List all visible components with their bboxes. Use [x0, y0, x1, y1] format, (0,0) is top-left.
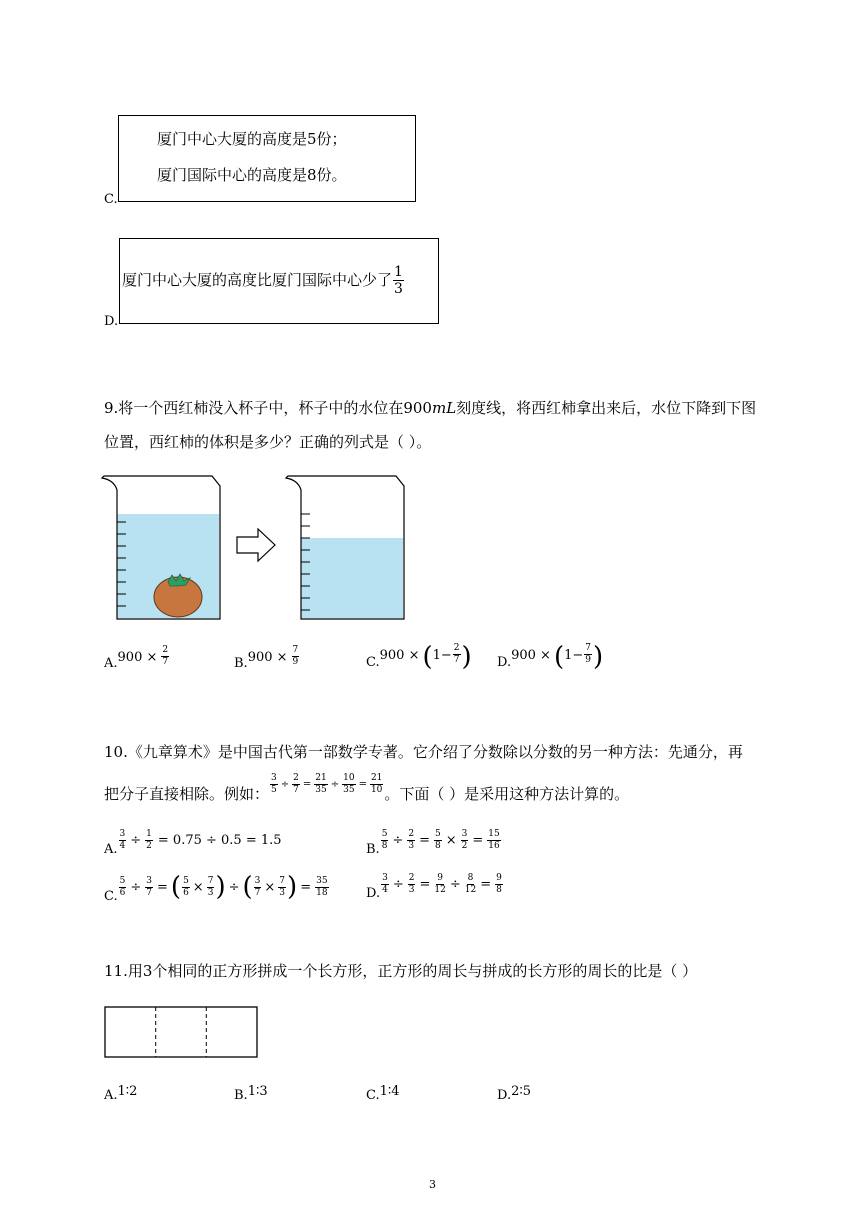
- fraction-denominator: 6: [119, 887, 126, 898]
- fraction-numerator: 9: [496, 873, 502, 883]
- option-label: D.: [366, 886, 381, 901]
- fraction-numerator: 3: [119, 829, 126, 839]
- paren-open: (: [553, 642, 565, 672]
- option-label: A.: [104, 842, 118, 857]
- fraction: [370, 774, 383, 795]
- option-expr: [118, 874, 330, 900]
- outer-rectangle: [105, 1007, 257, 1057]
- fraction-numerator: 3: [146, 875, 152, 886]
- paren-close: ): [287, 872, 298, 902]
- q10-question-line2: [104, 774, 629, 805]
- fraction-numerator: 5: [119, 875, 126, 886]
- option-label: C.: [366, 1088, 380, 1103]
- q9-question-line2: 位置，西红柿的体积是多少？正确的列式是（ ）。: [104, 433, 432, 451]
- option-label: A.: [104, 656, 118, 671]
- fraction-numerator: 5: [434, 829, 441, 839]
- fraction-denominator: 8: [496, 885, 502, 895]
- q11-option-b[interactable]: [234, 1084, 268, 1103]
- option-one-minus: 1−: [432, 648, 452, 663]
- q11-option-c[interactable]: [366, 1084, 400, 1103]
- q10-text-a: 把分子直接相除。例如：: [104, 785, 270, 803]
- fraction-numerator: 7: [292, 645, 299, 655]
- operator: =: [302, 779, 312, 790]
- fraction-denominator: 2: [461, 841, 468, 851]
- fraction-denominator: 4: [119, 841, 126, 851]
- q8-option-d-label[interactable]: D.: [104, 314, 119, 329]
- fraction: [434, 830, 442, 851]
- q11-text-a: 11.用: [104, 962, 143, 980]
- beaker-right: [286, 476, 404, 619]
- fraction: [381, 830, 389, 851]
- paren-close: ): [461, 642, 472, 672]
- option-expr: 900 ×: [511, 648, 551, 663]
- fraction-numerator: 2: [162, 645, 169, 655]
- option-fraction: [161, 646, 169, 667]
- fraction-numerator: 2: [408, 829, 415, 839]
- fraction-denominator: 7: [146, 887, 152, 898]
- q8-option-d-text: [122, 265, 405, 296]
- fraction-numerator: 10: [343, 773, 355, 783]
- fraction-numerator: 3: [382, 873, 388, 883]
- fraction: [314, 774, 327, 795]
- operator: ×: [192, 879, 204, 895]
- option-label: B.: [366, 842, 380, 857]
- fraction-denominator: 9: [292, 657, 299, 667]
- fraction: [119, 877, 127, 898]
- fraction-numerator: 3: [271, 773, 277, 783]
- option-label: C.: [366, 655, 380, 670]
- option-fraction: [453, 644, 461, 665]
- fraction: [182, 877, 190, 898]
- fraction-numerator: 21: [370, 773, 383, 783]
- fraction-numerator: 9: [437, 873, 443, 883]
- option-expr: 900 ×: [247, 650, 288, 665]
- q11-option-d[interactable]: [497, 1084, 531, 1103]
- fraction: [465, 874, 476, 895]
- operator: ÷: [330, 779, 340, 790]
- q8-option-c-line1: 厦门中心大厦的高度是5份；: [157, 130, 347, 148]
- fraction-denominator: 5: [271, 785, 277, 795]
- operator: ×: [445, 833, 457, 848]
- option-expr: [380, 830, 502, 851]
- fraction-numerator: 3: [461, 829, 468, 839]
- q10-example-expr: [269, 774, 384, 795]
- option-fraction: [584, 644, 592, 665]
- option-rest: = 0.75 ÷ 0.5 = 1.5: [157, 833, 282, 848]
- q8-option-c-line2: 厦门国际中心的高度是8份。: [157, 166, 347, 184]
- fraction: [381, 874, 389, 895]
- fraction-denominator: 12: [434, 885, 446, 895]
- q10-option-b[interactable]: [366, 830, 502, 857]
- option-fraction: [292, 646, 300, 667]
- fraction-numerator: 5: [381, 829, 388, 839]
- q9-option-b[interactable]: [234, 646, 300, 671]
- fraction-denominator: 3: [408, 885, 415, 895]
- page-number: 3: [429, 1178, 436, 1191]
- fraction-numerator: 1: [394, 264, 403, 280]
- q11-rectangle-figure: [104, 1006, 260, 1060]
- option-label: B.: [234, 1088, 248, 1103]
- operator: ÷: [280, 779, 290, 790]
- option-label: C.: [104, 889, 118, 904]
- q10-option-a[interactable]: [104, 830, 282, 857]
- option-value: 1∶2: [117, 1084, 138, 1099]
- fraction-denominator: 6: [183, 887, 189, 898]
- fraction-numerator: 35: [316, 875, 328, 886]
- fraction-denominator: 3: [394, 281, 403, 297]
- operator: ÷: [392, 877, 404, 892]
- fraction: [434, 874, 445, 895]
- fraction-numerator: 8: [467, 873, 474, 883]
- paren-open: (: [242, 872, 253, 902]
- fraction-numerator: 5: [183, 875, 189, 886]
- operator: ÷: [228, 879, 240, 895]
- operator: =: [300, 879, 312, 895]
- arrow-right-icon: [237, 529, 275, 561]
- q9-text-a: 9.将一个西红柿没入杯子中，杯子中的水位在: [104, 399, 404, 417]
- fraction: [145, 877, 153, 898]
- fraction: [145, 830, 153, 851]
- fraction-denominator: 10: [370, 785, 383, 795]
- fraction: [119, 830, 127, 851]
- q8-option-c-label[interactable]: C.: [104, 192, 118, 207]
- operator: =: [157, 879, 168, 895]
- operator: ÷: [449, 877, 461, 892]
- option-label: D.: [497, 1088, 512, 1103]
- q9-option-c[interactable]: [366, 644, 472, 670]
- operator: ÷: [392, 833, 404, 848]
- operator: ÷: [130, 833, 142, 848]
- option-label: D.: [497, 655, 512, 670]
- fraction-denominator: 7: [293, 785, 299, 795]
- fraction-numerator: 1: [146, 829, 152, 839]
- fraction-numerator: 7: [585, 643, 591, 653]
- fraction-denominator: 7: [254, 887, 261, 898]
- q9-option-a[interactable]: [104, 646, 170, 671]
- fraction-numerator: 2: [408, 873, 415, 883]
- q9-volume: 900: [403, 399, 432, 417]
- option-one-minus: 1−: [564, 648, 584, 663]
- fraction: [278, 877, 286, 898]
- q10-option-d[interactable]: [366, 874, 504, 901]
- fraction-denominator: 16: [488, 841, 500, 851]
- option-expr: [380, 874, 504, 895]
- fraction: [407, 830, 415, 851]
- fraction-denominator: 9: [585, 655, 591, 665]
- operator: =: [358, 779, 367, 790]
- option-expr: 900 ×: [117, 650, 158, 665]
- fraction-denominator: 8: [434, 841, 441, 851]
- fraction-numerator: 7: [207, 875, 214, 886]
- q9-beaker-figure: [100, 474, 415, 624]
- option-value: 1∶3: [247, 1084, 268, 1099]
- fraction-denominator: 3: [207, 887, 214, 898]
- fraction-denominator: 4: [382, 885, 388, 895]
- option-label: A.: [104, 1088, 118, 1103]
- fraction-denominator: 8: [381, 841, 388, 851]
- operator: ×: [264, 879, 276, 895]
- q8-option-d-fraction: [393, 265, 404, 296]
- q11-text-c: 个相同的正方形拼成一个长方形，正方形的周长与拼成的长方形的周长的比是（ ）: [152, 962, 698, 980]
- fraction-numerator: 15: [488, 829, 500, 839]
- fraction: [254, 877, 262, 898]
- fraction-denominator: 3: [408, 841, 415, 851]
- operator: =: [480, 877, 492, 892]
- fraction: [270, 774, 278, 795]
- water-right: [301, 538, 403, 618]
- fraction-denominator: 3: [279, 887, 286, 898]
- fraction-denominator: 35: [315, 785, 327, 795]
- paren-close: ): [215, 872, 226, 902]
- operator: =: [419, 833, 430, 848]
- beaker-left: [102, 476, 220, 619]
- option-value: 1∶4: [379, 1084, 400, 1099]
- operator: =: [472, 833, 484, 848]
- q9-text-d: 刻度线，将西红柿拿出来后，水位下降到下图: [456, 399, 757, 417]
- fraction-numerator: 3: [254, 875, 261, 886]
- operator: ÷: [130, 879, 142, 895]
- q11-question: [104, 964, 697, 979]
- q10-question-line1: 10.《九章算术》是中国古代第一部数学专著。它介绍了分数除以分数的另一种方法：先通分，再: [104, 743, 743, 761]
- paren-open: (: [170, 872, 182, 902]
- q9-unit: mL: [431, 399, 457, 417]
- fraction: [461, 830, 469, 851]
- fraction-numerator: 2: [293, 773, 299, 783]
- option-value: 2∶5: [511, 1084, 532, 1099]
- fraction-numerator: 2: [453, 643, 460, 653]
- fraction: [408, 874, 416, 895]
- fraction: [207, 877, 215, 898]
- fraction-denominator: 7: [162, 657, 169, 667]
- option-expr: [118, 830, 282, 851]
- q10-text-b: 。下面（ ）是采用这种方法计算的。: [384, 785, 630, 803]
- q10-option-c[interactable]: [104, 874, 330, 904]
- fraction: [487, 830, 500, 851]
- fraction-denominator: 12: [464, 885, 477, 895]
- fraction: [315, 877, 328, 898]
- q11-count: 3: [142, 962, 153, 980]
- fraction-denominator: 35: [343, 785, 355, 795]
- q11-option-a[interactable]: [104, 1084, 137, 1103]
- operator: =: [419, 877, 431, 892]
- paren-open: (: [422, 642, 433, 672]
- q9-question-line1: [104, 401, 756, 416]
- paren-close: ): [593, 642, 604, 672]
- fraction: [495, 874, 503, 895]
- fraction-numerator: 7: [279, 875, 286, 886]
- fraction: [292, 774, 300, 795]
- q8-option-c-box: [118, 115, 416, 202]
- q9-option-d[interactable]: [497, 644, 603, 670]
- option-expr: 900 ×: [379, 648, 420, 663]
- fraction-denominator: 2: [146, 841, 152, 851]
- fraction: [342, 774, 355, 795]
- q8-option-d-statement: 厦门中心大厦的高度比厦门国际中心少了: [122, 271, 393, 289]
- fraction-numerator: 21: [315, 773, 327, 783]
- fraction-denominator: 7: [453, 655, 460, 665]
- fraction-denominator: 18: [316, 887, 328, 898]
- option-label: B.: [234, 656, 248, 671]
